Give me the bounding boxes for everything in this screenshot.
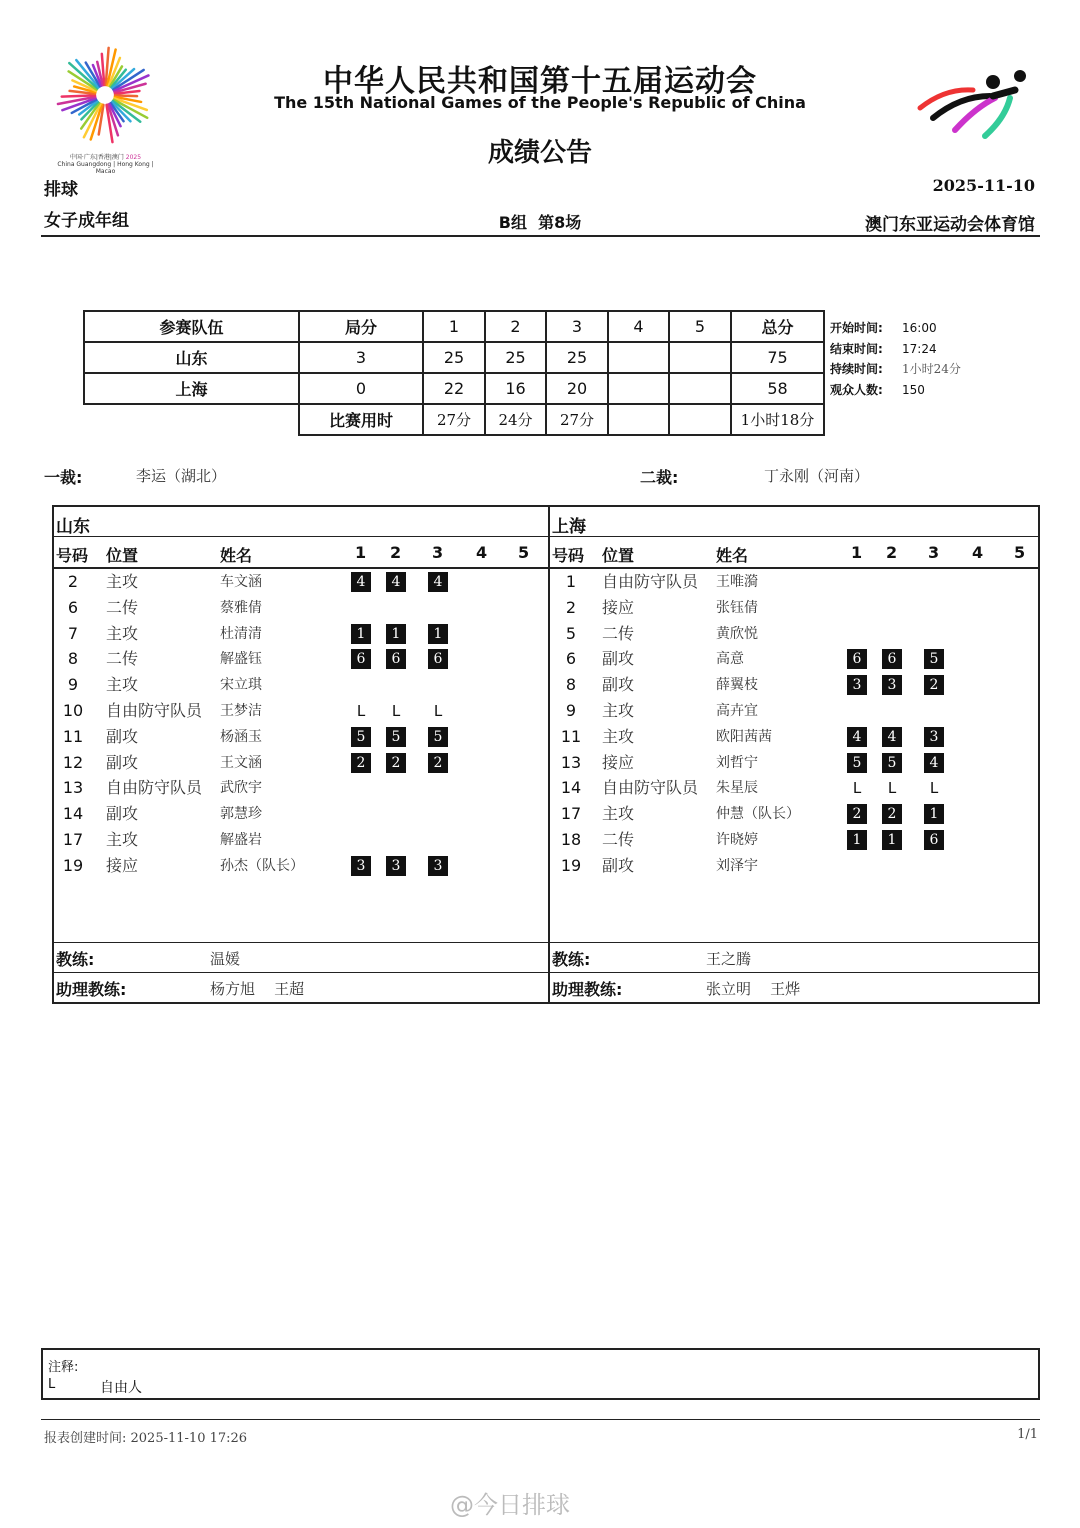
starting-position-badge: 5 <box>882 753 902 773</box>
roster-header: 3 <box>432 543 444 562</box>
duration-cell: 27分 <box>546 404 608 435</box>
player-name: 许晓婷 <box>716 832 758 848</box>
player-position: 自由防守队员 <box>602 778 699 798</box>
player-number: 1 <box>565 572 577 591</box>
roster-header: 3 <box>928 543 940 562</box>
first-referee: 李运（湖北） <box>136 467 227 485</box>
roster-header: 1 <box>851 543 863 562</box>
score-cell: 58 <box>731 373 824 404</box>
player-name: 王文涵 <box>220 754 262 771</box>
roster-header: 1 <box>355 543 367 562</box>
coach-label: 教练: <box>552 950 591 969</box>
score-cell: 75 <box>731 342 824 373</box>
player-position: 接应 <box>106 855 139 875</box>
libero-marker: L <box>356 702 366 720</box>
starting-position-badge: 4 <box>882 727 902 747</box>
player-name: 宋立琪 <box>220 677 262 694</box>
score-cell: 16 <box>485 373 546 404</box>
libero-marker: L <box>929 779 939 798</box>
player-name: 高意 <box>716 651 744 668</box>
player-name: 蔡雅倩 <box>220 599 262 616</box>
player-name: 郭慧珍 <box>220 806 262 823</box>
player-position: 副攻 <box>106 752 139 772</box>
category: 女子成年组 <box>44 211 129 231</box>
duration-cell <box>608 404 669 435</box>
player-number: 14 <box>560 778 582 798</box>
score-cell: 25 <box>423 342 485 373</box>
player-number: 18 <box>560 830 582 849</box>
duration-cell: 27分 <box>423 404 485 435</box>
match-info <box>830 318 961 400</box>
player-row <box>54 698 548 724</box>
starting-position-badge: 3 <box>847 675 867 695</box>
player-position: 主攻 <box>106 623 139 643</box>
date: 2025-11-10 <box>932 176 1035 195</box>
starting-position-badge: 5 <box>351 727 371 747</box>
player-position: 自由防守队员 <box>106 701 203 720</box>
player-number: 6 <box>67 597 79 617</box>
title-cn: 中华人民共和国第十五届运动会 <box>323 64 757 99</box>
duration-label: 比赛用时 <box>299 404 423 435</box>
starting-position-badge: 3 <box>351 856 371 876</box>
player-number: 19 <box>62 855 84 875</box>
player-number: 12 <box>62 752 84 772</box>
player-name: 解盛岩 <box>220 832 262 848</box>
player-row <box>54 801 548 827</box>
assistant-coaches: 张立明 王烨 <box>706 980 801 998</box>
player-name: 王梦洁 <box>220 703 262 719</box>
player-name: 仲慧（队长） <box>716 806 800 823</box>
score-cell: 22 <box>423 373 485 404</box>
starting-position-badge: 4 <box>351 572 371 592</box>
player-name: 孙杰（队长） <box>220 857 304 874</box>
player-position: 主攻 <box>602 804 635 824</box>
player-number: 10 <box>62 701 84 720</box>
starting-position-badge: 1 <box>924 804 944 824</box>
score-header-cell: 2 <box>485 311 546 342</box>
starting-position-badge: 3 <box>924 727 944 747</box>
player-row <box>550 827 1040 853</box>
score-header-cell: 1 <box>423 311 485 342</box>
starting-position-badge: 3 <box>428 856 448 876</box>
score-cell: 20 <box>546 373 608 404</box>
starting-position-badge: 6 <box>351 649 371 669</box>
starting-position-badge: 6 <box>847 649 867 669</box>
match-info-label: 开始时间: <box>830 321 883 335</box>
player-row <box>54 595 548 621</box>
player-row <box>54 569 548 595</box>
player-name: 解盛钰 <box>220 651 262 668</box>
duration-cell <box>669 404 731 435</box>
player-row <box>550 672 1040 698</box>
starting-position-badge: 1 <box>386 624 406 644</box>
libero-marker: L <box>433 702 443 720</box>
notes-box <box>41 1348 1040 1400</box>
starting-position-badge: 6 <box>924 830 944 850</box>
player-name: 张钰倩 <box>716 599 758 616</box>
player-number: 17 <box>560 804 582 824</box>
assistant-coaches: 杨方旭 王超 <box>210 980 305 998</box>
duration-row <box>84 404 824 435</box>
second-referee: 丁永刚（河南） <box>764 467 870 485</box>
player-number: 14 <box>62 804 84 824</box>
score-cell: 25 <box>546 342 608 373</box>
starting-position-badge: 1 <box>882 830 902 850</box>
player-position: 接应 <box>602 752 635 772</box>
player-position: 主攻 <box>106 572 139 591</box>
score-header-cell: 局分 <box>299 311 423 342</box>
notes-key: L <box>48 1377 56 1392</box>
match-info-value: 17:24 <box>902 341 937 356</box>
page-number: 1/1 <box>1017 1427 1038 1442</box>
player-position: 副攻 <box>602 649 635 669</box>
match-info-item <box>830 359 961 380</box>
player-position: 副攻 <box>106 804 139 824</box>
roster-header: 5 <box>518 543 530 562</box>
score-cell <box>669 342 731 373</box>
watermark: @今日排球 <box>450 1491 570 1519</box>
player-name: 黄欣悦 <box>716 625 758 642</box>
footer-divider <box>41 1419 1040 1420</box>
player-name: 车文涵 <box>220 574 262 590</box>
coach-label: 教练: <box>56 950 95 969</box>
player-row <box>550 724 1040 750</box>
player-name: 朱星辰 <box>716 780 758 797</box>
games-logo: 中国·广东|香港|澳门 2025 China Guangdong | Hong Kong | Macao <box>48 40 163 170</box>
venue: 澳门东亚运动会体育馆 <box>865 215 1035 235</box>
player-number: 9 <box>565 701 577 720</box>
roster-header: 位置 <box>106 546 139 565</box>
starting-position-badge: 5 <box>847 753 867 773</box>
player-row <box>550 595 1040 621</box>
header-divider <box>41 235 1040 237</box>
report-created: 报表创建时间: 2025-11-10 17:26 <box>44 1431 248 1446</box>
roster-header: 4 <box>972 543 984 562</box>
player-name: 刘哲宁 <box>716 754 758 771</box>
roster-team-name: 山东 <box>56 517 90 537</box>
player-row <box>550 775 1040 801</box>
score-cell <box>608 373 669 404</box>
starting-position-badge: 4 <box>428 572 448 592</box>
player-name: 杨涵玉 <box>220 728 262 745</box>
roster-header: 姓名 <box>716 546 749 565</box>
roster-header: 号码 <box>552 546 585 565</box>
starting-position-badge: 4 <box>924 753 944 773</box>
player-position: 二传 <box>602 830 635 849</box>
roster-header: 姓名 <box>220 546 253 565</box>
player-row <box>550 569 1040 595</box>
player-name: 王唯漪 <box>716 574 758 590</box>
starting-position-badge: 5 <box>386 727 406 747</box>
player-name: 杜清清 <box>220 625 262 642</box>
starting-position-badge: 2 <box>386 753 406 773</box>
match-info-value: 16:00 <box>902 321 937 335</box>
score-cell <box>669 373 731 404</box>
libero-marker: L <box>887 779 897 798</box>
match-info-value: 150 <box>902 382 925 397</box>
starting-position-badge: 6 <box>428 649 448 669</box>
player-row <box>550 853 1040 879</box>
score-row <box>84 373 824 404</box>
team-name-cell: 山东 <box>84 342 299 373</box>
roster-header: 位置 <box>602 546 635 565</box>
score-header-cell: 总分 <box>731 311 824 342</box>
match-info-label: 持续时间: <box>830 362 883 376</box>
rosters-box <box>52 505 1040 1004</box>
starting-position-badge: 2 <box>428 753 448 773</box>
starting-position-badge: 2 <box>882 804 902 824</box>
blank-cell <box>84 404 299 435</box>
starting-position-badge: 1 <box>847 830 867 850</box>
player-position: 副攻 <box>602 675 635 695</box>
player-number: 7 <box>67 623 79 643</box>
player-position: 二传 <box>602 623 635 643</box>
player-number: 5 <box>565 623 577 643</box>
player-number: 2 <box>67 572 79 591</box>
starting-position-badge: 2 <box>351 753 371 773</box>
duration-cell: 24分 <box>485 404 546 435</box>
player-position: 副攻 <box>602 855 635 875</box>
player-row <box>550 621 1040 647</box>
player-number: 17 <box>62 830 84 849</box>
player-number: 9 <box>67 675 79 695</box>
sport: 排球 <box>44 180 78 200</box>
starting-position-badge: 3 <box>882 675 902 695</box>
player-name: 薛翼枝 <box>716 677 758 694</box>
roster-header: 5 <box>1014 543 1026 562</box>
score-row <box>84 342 824 373</box>
player-position: 主攻 <box>106 675 139 695</box>
player-row <box>54 724 548 750</box>
player-row <box>54 853 548 879</box>
team-name-cell: 上海 <box>84 373 299 404</box>
starting-position-badge: 3 <box>386 856 406 876</box>
score-table <box>83 310 825 436</box>
starting-position-badge: 6 <box>386 649 406 669</box>
title-en: The 15th National Games of the People's Republic of China <box>274 93 806 112</box>
roster-header: 2 <box>390 543 402 562</box>
player-row <box>550 750 1040 776</box>
player-row <box>54 621 548 647</box>
second-referee-label: 二裁: <box>640 468 679 487</box>
starting-position-badge: 5 <box>924 649 944 669</box>
player-position: 主攻 <box>602 701 635 720</box>
player-position: 主攻 <box>602 726 635 746</box>
player-row <box>550 646 1040 672</box>
score-cell: 25 <box>485 342 546 373</box>
score-cell <box>608 342 669 373</box>
player-row <box>54 750 548 776</box>
starting-position-badge: 1 <box>428 624 448 644</box>
duration-cell: 1小时18分 <box>731 404 824 435</box>
match-info-item <box>830 339 961 360</box>
player-number: 11 <box>62 726 84 746</box>
report-title: 成绩公告 <box>487 138 592 168</box>
libero-marker: L <box>391 702 401 720</box>
coach-name: 温媛 <box>210 950 241 968</box>
player-name: 刘泽宇 <box>716 857 758 874</box>
player-position: 二传 <box>106 649 139 669</box>
team-roster <box>54 507 548 1002</box>
starting-position-badge: 4 <box>847 727 867 747</box>
roster-header: 2 <box>886 543 898 562</box>
score-header-row <box>84 311 824 342</box>
player-row <box>54 672 548 698</box>
first-referee-label: 一裁: <box>44 468 83 487</box>
starting-position-badge: 1 <box>351 624 371 644</box>
notes-meaning: 自由人 <box>100 1380 142 1396</box>
score-header-cell: 5 <box>669 311 731 342</box>
score-cell: 0 <box>299 373 423 404</box>
starting-position-badge: 6 <box>882 649 902 669</box>
player-position: 自由防守队员 <box>106 778 203 798</box>
score-header-cell: 3 <box>546 311 608 342</box>
player-name: 欧阳茜茜 <box>716 728 772 745</box>
player-position: 二传 <box>106 597 139 617</box>
player-position: 副攻 <box>106 726 139 746</box>
libero-marker: L <box>852 779 862 798</box>
player-row <box>550 801 1040 827</box>
assistant-coach-label: 助理教练: <box>552 980 623 999</box>
player-position: 自由防守队员 <box>602 572 699 591</box>
notes-title: 注释: <box>48 1360 79 1375</box>
roster-header: 4 <box>476 543 488 562</box>
player-number: 19 <box>560 855 582 875</box>
team-roster <box>548 507 1040 1002</box>
player-name: 武欣宇 <box>220 780 262 797</box>
player-row <box>54 775 548 801</box>
match-info-item <box>830 318 961 339</box>
match-number: B组 第8场 <box>498 213 582 232</box>
coach-name: 王之腾 <box>706 950 752 968</box>
player-number: 13 <box>62 778 84 798</box>
roster-team-name: 上海 <box>552 517 586 537</box>
player-row <box>54 646 548 672</box>
starting-position-badge: 4 <box>386 572 406 592</box>
starting-position-badge: 2 <box>924 675 944 695</box>
player-number: 11 <box>560 726 582 746</box>
match-info-label: 观众人数: <box>830 382 883 397</box>
player-number: 13 <box>560 752 582 772</box>
starting-position-badge: 2 <box>847 804 867 824</box>
player-number: 8 <box>565 675 577 695</box>
player-position: 主攻 <box>106 830 139 849</box>
player-position: 接应 <box>602 597 635 617</box>
score-header-cell: 参赛队伍 <box>84 311 299 342</box>
match-info-item <box>830 380 961 401</box>
player-name: 高卉宜 <box>716 703 758 719</box>
player-number: 2 <box>565 597 577 617</box>
player-number: 6 <box>565 649 577 669</box>
player-number: 8 <box>67 649 79 669</box>
match-info-value: 1小时24分 <box>902 362 961 376</box>
match-info-label: 结束时间: <box>830 341 883 356</box>
starting-position-badge: 5 <box>428 727 448 747</box>
score-cell: 3 <box>299 342 423 373</box>
assistant-coach-label: 助理教练: <box>56 980 127 999</box>
player-row <box>54 827 548 853</box>
score-header-cell: 4 <box>608 311 669 342</box>
roster-header: 号码 <box>56 546 89 565</box>
player-row <box>550 698 1040 724</box>
